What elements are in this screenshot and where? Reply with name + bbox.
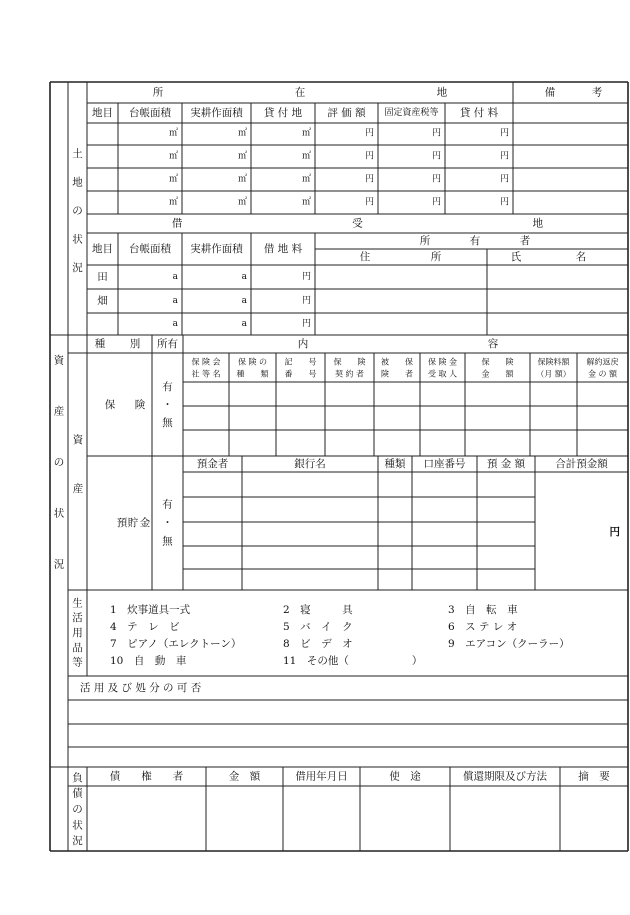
debt-label-char: の	[72, 803, 83, 816]
insurance-header: 保 険 金	[427, 357, 458, 367]
land-own-unit: ㎡	[237, 174, 247, 185]
debt-header: 償還期限及び方法	[463, 770, 547, 783]
land-owner-name-char: 名	[575, 251, 587, 263]
savings-header: 口座番号	[423, 458, 466, 470]
land-own-unit: ㎡	[301, 151, 311, 162]
savings-has-char: ・	[162, 517, 173, 529]
savings-has-char: 無	[162, 535, 173, 548]
insurance-header: 種 類	[236, 369, 269, 379]
land-own-unit: ㎡	[168, 174, 178, 185]
life-goods-item: 1 炊事道具一式	[110, 604, 191, 616]
life-goods-label-char: 生	[72, 597, 83, 610]
life-goods-item: 10 自 動 車	[110, 655, 187, 667]
insurance-header: 保 険	[481, 357, 514, 367]
land-owner-title-char: 所	[419, 235, 431, 247]
insurance-header: （月 額）	[536, 369, 571, 379]
insurance-has-char: 無	[162, 417, 173, 429]
land-lease-title-char: 受	[352, 217, 363, 230]
land-lease-header: 台帳面積	[129, 243, 171, 255]
land-status-label-char: 状	[72, 233, 83, 246]
land-lease-title-char: 地	[532, 217, 544, 230]
insurance-header: 社 等 名	[191, 369, 221, 379]
land-lease-unit: a	[172, 296, 178, 306]
debt-header: 債 権 者	[109, 770, 184, 783]
land-own-unit: 円	[499, 151, 509, 162]
land-owner-name-char: 氏	[510, 251, 522, 263]
land-lease-header: 実耕作面積	[190, 243, 243, 255]
insurance-header: 保 険	[333, 357, 366, 367]
land-own-header: 地目	[92, 107, 113, 119]
land-own-unit: ㎡	[301, 128, 311, 139]
insurance-header: 解約返戻	[586, 357, 619, 367]
land-lease-unit: 円	[301, 296, 311, 306]
land-owner-address-char: 所	[430, 251, 442, 263]
insurance-header: 被 保	[381, 357, 413, 367]
debt-header: 使 途	[389, 770, 421, 783]
insurance-header: 金 額	[481, 369, 514, 379]
land-status-label-char: 地	[72, 176, 83, 189]
asset-header-char: 種	[94, 338, 106, 350]
asset-header-char: 容	[487, 338, 499, 350]
savings-header: 種類	[384, 458, 406, 470]
savings-yen: 円	[609, 526, 620, 538]
land-own-unit: 円	[364, 197, 374, 208]
land-owner-title-char: 有	[469, 235, 481, 247]
land-own-unit: ㎡	[168, 151, 178, 162]
asset-header-char: 別	[129, 338, 141, 350]
land-own-header: 実耕作面積	[190, 107, 243, 119]
land-own-unit: ㎡	[168, 197, 178, 208]
land-own-header: 貸 付 料	[459, 107, 499, 119]
insurance-header: 保 険 の	[237, 357, 268, 367]
insurance-header: 金 の 額	[587, 369, 618, 379]
land-own-unit: ㎡	[237, 128, 247, 139]
land-status-label-char: 況	[72, 261, 83, 274]
land-own-unit: 円	[364, 151, 374, 162]
land-title-char: 地	[436, 86, 448, 99]
assets-status-label-char: 産	[53, 405, 65, 418]
land-own-unit: 円	[431, 174, 441, 185]
insurance-label-char: 保	[104, 399, 116, 411]
land-lease-header: 地目	[92, 243, 113, 255]
assets-status-label-char: 状	[53, 507, 65, 520]
land-lease-unit: a	[241, 296, 247, 306]
usage-title: 活 用 及 び 処 分 の 可 否	[80, 682, 202, 694]
land-lease-unit: a	[241, 319, 247, 329]
debt-header: 借用年月日	[295, 770, 348, 783]
land-own-unit: 円	[431, 197, 441, 208]
life-goods-item: 9 エアコン（クーラー）	[448, 638, 570, 650]
savings-header: 合計預金額	[555, 458, 608, 470]
land-own-unit: 円	[499, 174, 509, 185]
land-title-char: 在	[294, 86, 306, 99]
insurance-header: 記 号	[284, 357, 317, 367]
life-goods-label-char: 品	[72, 641, 83, 654]
land-own-unit: ㎡	[237, 151, 247, 162]
land-lease-title-char: 借	[171, 217, 183, 230]
land-own-unit: 円	[499, 197, 509, 208]
land-title-char: 所	[152, 86, 164, 99]
land-lease-unit: 円	[301, 319, 311, 329]
land-own-unit: 円	[499, 128, 509, 139]
life-goods-item: 8 ビ デ オ	[283, 638, 353, 650]
land-own-header: 台帳面積	[129, 107, 171, 119]
insurance-has-char: 有	[162, 381, 173, 393]
land-own-unit: ㎡	[301, 197, 311, 208]
insurance-has-char: ・	[162, 399, 173, 411]
debt-label-char: 債	[72, 787, 83, 800]
life-goods-label-char: 活	[72, 612, 83, 625]
land-lease-unit: a	[172, 272, 178, 282]
life-goods-item: 6 ス テ レ オ	[448, 621, 518, 633]
land-remarks-char: 備	[544, 86, 556, 99]
life-goods-item: 3 自 転 車	[448, 604, 518, 616]
insurance-header: 受 取 人	[427, 369, 458, 379]
insurance-header: 保険料額	[537, 357, 570, 367]
land-owner-title-char: 者	[519, 235, 531, 247]
savings-header: 預金者	[196, 458, 229, 470]
land-status-label-char: の	[72, 205, 83, 217]
life-goods-item: 5 バ イ ク	[283, 621, 353, 633]
savings-label-char: 貯	[127, 517, 139, 529]
land-own-unit: 円	[431, 128, 441, 139]
insurance-header: 保 険 会	[191, 357, 221, 367]
land-own-unit: 円	[431, 151, 441, 162]
land-own-header: 評 価 額	[327, 107, 366, 119]
insurance-label-char: 険	[134, 399, 146, 411]
asset-header-own: 所有	[157, 338, 178, 350]
land-lease-type: 田	[97, 271, 108, 283]
insurance-header: 契 約 者	[334, 369, 365, 379]
insurance-header: 険 者	[381, 369, 413, 379]
savings-has-char: 有	[162, 498, 173, 511]
savings-label-char: 金	[139, 517, 151, 529]
land-remarks-char: 考	[591, 86, 603, 99]
assets-status-label-char: の	[53, 456, 65, 469]
asset-header-char: 内	[297, 338, 309, 350]
savings-label-char: 預	[116, 517, 128, 529]
assets-status-label-char: 況	[53, 558, 65, 571]
land-lease-unit: 円	[301, 272, 311, 282]
land-own-unit: 円	[364, 174, 374, 185]
life-goods-label-char: 用	[72, 627, 83, 639]
life-goods-item: 11 その他（ ）	[283, 655, 423, 667]
assets-status-label-char: 資	[53, 354, 65, 367]
land-status-label-char: 土	[72, 148, 83, 161]
assets-label-char: 資	[72, 434, 84, 446]
land-lease-header: 借 地 料	[263, 243, 303, 255]
land-lease-unit: a	[241, 272, 247, 282]
land-owner-address-char: 住	[359, 251, 371, 263]
debt-label-char: 況	[72, 835, 83, 848]
land-own-unit: ㎡	[237, 197, 247, 208]
assets-label-char: 産	[72, 483, 84, 495]
land-lease-unit: a	[172, 319, 178, 329]
savings-header: 預 金 額	[486, 458, 526, 470]
life-goods-label-char: 等	[72, 656, 83, 669]
land-own-header: 固定資産税等	[384, 108, 439, 118]
debt-label-char: 負	[72, 771, 83, 784]
savings-header: 銀行名	[294, 458, 326, 470]
land-own-header: 貸 付 地	[263, 107, 303, 119]
insurance-header: 番 号	[284, 369, 317, 379]
life-goods-item: 2 寝 具	[283, 604, 353, 616]
land-own-unit: ㎡	[168, 128, 178, 139]
life-goods-item: 4 テ レ ビ	[110, 621, 180, 633]
debt-header: 摘 要	[578, 770, 610, 783]
land-own-unit: ㎡	[301, 174, 311, 185]
debt-header: 金 額	[228, 770, 261, 783]
life-goods-item: 7 ピアノ（エレクトーン）	[110, 638, 242, 650]
land-own-unit: 円	[364, 128, 374, 139]
debt-label-char: 状	[72, 819, 83, 832]
land-lease-type: 畑	[97, 295, 108, 307]
